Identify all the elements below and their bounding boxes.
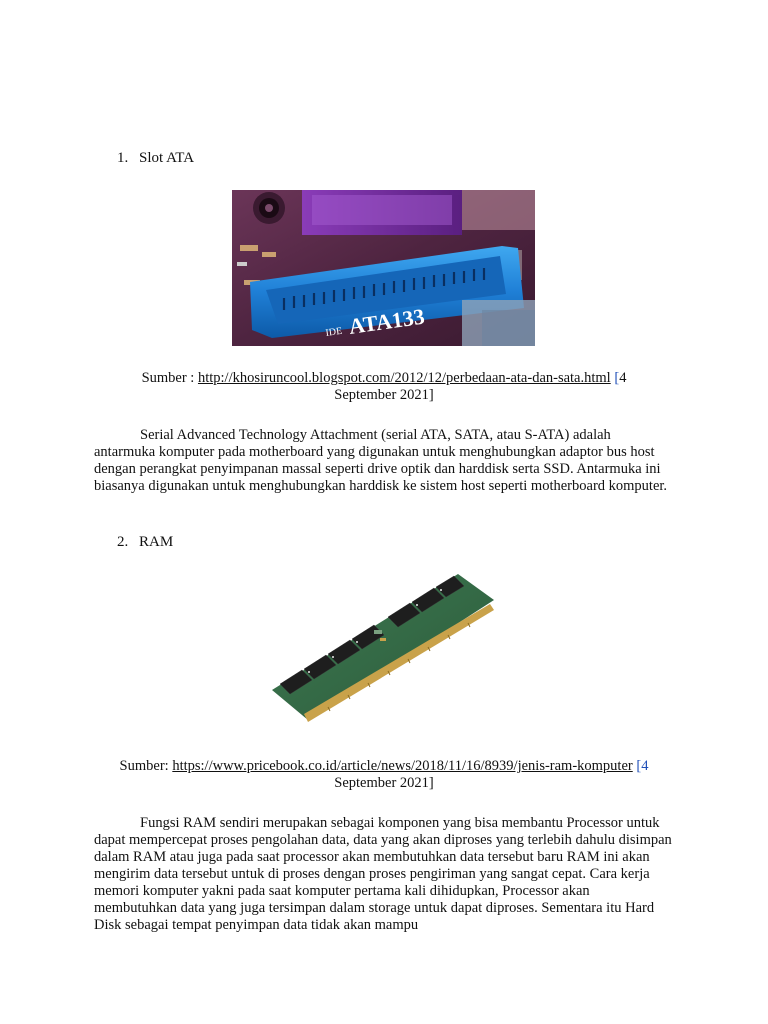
paragraph-text: Fungsi RAM sendiri merupakan sebagai komponen yang bisa membantu Processor untuk dapat mempercepat proses pengolahan data, data yang akan diproses yang terlebih dahulu disimpan dalam RAM atau juga pada saat processor akan membutuhkan data tersebut baru RAM ini akan mengirim data tersebut untuk di proses dengan proses pengiriman yang sangat cepat. Cara kerja memori komputer yakni pada saat komputer pertama kali dihidupkan, Processor akan membutuhkan data yang juga tersimpan dalam storage untuk dapat diproses. Sementara itu Hard Disk sebagai tempat penyimpan data tidak akan mampu: [94, 815, 672, 933]
ram-module-photo: [268, 572, 500, 732]
caption-prefix: Sumber :: [141, 370, 198, 386]
ide-label-prefix: IDE: [324, 325, 343, 339]
heading-text: RAM: [139, 534, 174, 550]
source-link-ata[interactable]: http://khosiruncool.blogspot.com/2012/12/perbedaan-ata-dan-sata.html: [197, 370, 611, 386]
caption-bracket: [: [632, 758, 642, 774]
section-heading-slot-ata: [117, 150, 194, 167]
paragraph-sata: [94, 427, 674, 495]
source-link-ram[interactable]: https://www.pricebook.co.id/article/news/2018/11/16/8939/jenis-ram-komputer: [172, 758, 633, 774]
image-source-caption-ata: [90, 370, 678, 404]
paragraph-ram: [94, 815, 674, 934]
ata-slot-photo: [232, 190, 535, 346]
heading-text: Slot ATA: [139, 150, 195, 166]
caption-bracket: [: [610, 370, 620, 386]
ata133-label: ATA133: [347, 303, 427, 339]
caption-date-part1: 4: [641, 758, 649, 774]
list-number: 1.: [117, 150, 129, 166]
caption-prefix: Sumber:: [119, 758, 173, 774]
caption-date-part1: 4: [619, 370, 627, 386]
list-number: 2.: [117, 534, 129, 550]
section-heading-ram: [117, 534, 173, 551]
caption-date-part2: September 2021]: [334, 775, 434, 791]
image-source-caption-ram: [90, 758, 678, 792]
paragraph-text: Serial Advanced Technology Attachment (serial ATA, SATA, atau S-ATA) adalah antarmuka komputer pada motherboard yang digunakan untuk menghubungkan adaptor bus host dengan perangkat penyimpanan massal seperti drive optik dan harddisk serta SSD. Antarmuka ini biasanya digunakan untuk menghubungkan harddisk ke sistem host seperti motherboard komputer.: [94, 427, 668, 494]
caption-date-part2: September 2021]: [334, 387, 434, 403]
